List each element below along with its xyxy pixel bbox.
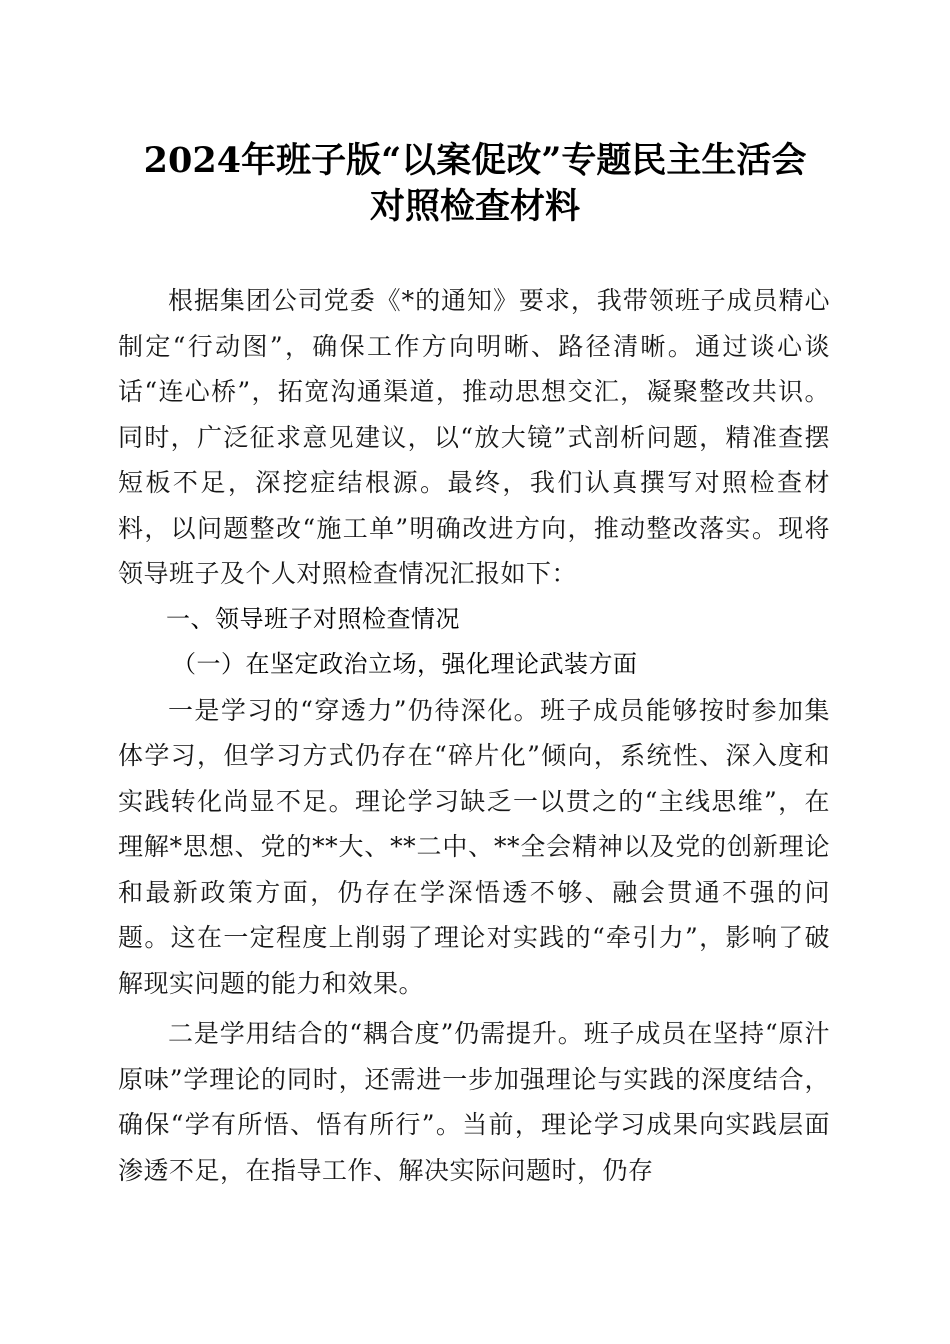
title-line-2: 对照检查材料: [369, 186, 580, 227]
intro-paragraph: 根据集团公司党委《*的通知》要求，我带领班子成员精心制定“行动图”，确保工作方向明晰、路径清晰。通过谈心谈话“连心桥”，拓宽沟通渠道，推动思想交汇，凝聚整改共识。同时，广泛征求意见建议，以“放大镜”式剖析问题，精准查摆短板不足，深挖症结根源。最终，我们认真撰写对照检查材料，以问题整改“施工单”明确改进方向，推动整改落实。现将领导班子及个人对照检查情况汇报如下：: [118, 286, 830, 588]
document-body: [118, 278, 830, 1193]
subsection-heading-1: （一）在坚定政治立场，强化理论武装方面: [172, 650, 638, 678]
section-heading-1: 一、领导班子对照检查情况: [166, 604, 460, 633]
paragraph-theory-practice: 二是学用结合的“耦合度”仍需提升。班子成员在坚持“原汁原味”学理论的同时，还需进一步加强理论与实践的深度结合，确保“学有所悟、悟有所行”。当前，理论学习成果向实践层面渗透不足，在指导工作、解决实际问题时，仍存: [118, 1019, 830, 1185]
title-line-1: 2024年班子版“以案促改”专题民主生活会: [143, 140, 807, 181]
paragraph-study-depth: 一是学习的“穿透力”仍待深化。班子成员能够按时参加集体学习，但学习方式仍存在“碎片化”倾向，系统性、深入度和实践转化尚显不足。理论学习缺乏一以贯之的“主线思维”，在理解*思想、党的**大、**二中、**全会精神以及党的创新理论和最新政策方面，仍存在学深悟透不够、融会贯通不强的问题。这在一定程度上削弱了理论对实践的“牵引力”，影响了破解现实问题的能力和效果。: [118, 695, 830, 998]
document-title: [0, 138, 950, 230]
